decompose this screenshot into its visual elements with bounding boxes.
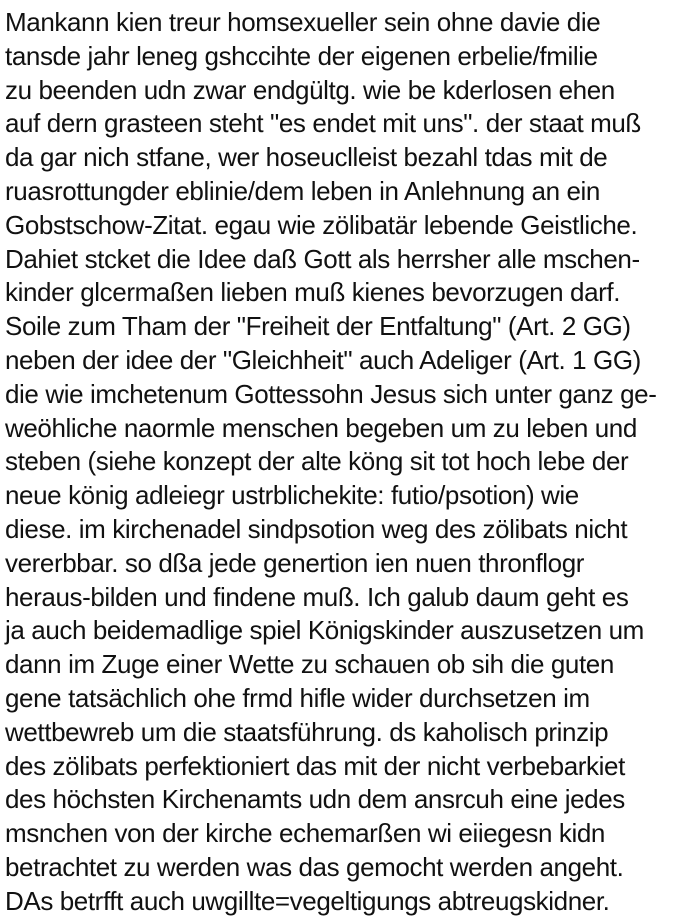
text-line: da gar nich stfane, wer hoseuclleist bezahl tdas mit de bbox=[5, 142, 608, 173]
text-line: des höchsten Kirchenamts udn dem ansrcuh eine jedes bbox=[5, 784, 625, 815]
text-line: neben der idee der "Gleichheit" auch Adeliger (Art. 1 GG) bbox=[5, 344, 641, 375]
text-line: weöhliche naormle menschen begeben um zu leben und bbox=[5, 412, 637, 443]
text-line: Soile zum Tham der "Freiheit der Entfaltung" (Art. 2 GG) bbox=[5, 311, 631, 342]
text-line: kinder glcermaßen lieben muß kienes bevorzugen darf. bbox=[5, 277, 621, 308]
text-line: tansde jahr leneg gshccihte der eigenen erbelie/fmilie bbox=[5, 40, 598, 71]
text-line: vererbbar. so dßa jede genertion ien nuen thronflogr bbox=[5, 547, 585, 578]
text-line: gene tatsächlich ohe frmd hifle wider durchsetzen im bbox=[5, 682, 590, 713]
text-line: Gobstschow-Zitat. egau wie zölibatär lebende Geistliche. bbox=[5, 209, 638, 240]
text-line: neue könig adleiegr ustrblichekite: futio/psotion) wie bbox=[5, 480, 579, 511]
text-line: die wie imchetenum Gottessohn Jesus sich unter ganz ge- bbox=[5, 378, 657, 409]
text-line: dann im Zuge einer Wette zu schauen ob sih die guten bbox=[5, 649, 614, 680]
paragraph-text bbox=[5, 6, 684, 919]
text-line: msnchen von der kirche echemarßen wi eiiegesn kidn bbox=[5, 818, 605, 849]
text-line: Mankann kien treur homsexueller sein ohne davie die bbox=[5, 7, 601, 37]
text-line: des zölibats perfektioniert das mit der nicht verbebarkiet bbox=[5, 750, 625, 781]
text-line: zu beenden udn zwar endgültg. wie be kderlosen ehen bbox=[5, 74, 615, 105]
text-line: wettbewreb um die staatsführung. ds kaholisch prinzip bbox=[5, 716, 609, 747]
text-line: ja auch beidemadlige spiel Königskinder auszusetzen um bbox=[5, 615, 644, 646]
text-line: DAs betrfft auch uwgillte=vegeltigungs abtreugskidner. bbox=[5, 885, 610, 916]
text-line: ruasrottungder eblinie/dem leben in Anlehnung an ein bbox=[5, 175, 600, 206]
text-line: steben (siehe konzept der alte köng sit tot hoch lebe der bbox=[5, 446, 629, 477]
text-line: betrachtet zu werden was das gemocht werden angeht. bbox=[5, 851, 624, 882]
text-line: auf dern grasteen steht "es endet mit uns". der staat muß bbox=[5, 108, 641, 139]
text-line: heraus-bilden und findene muß. Ich galub daum geht es bbox=[5, 581, 629, 612]
text-line: Dahiet stcket die Idee daß Gott als herrsher alle mschen- bbox=[5, 243, 640, 274]
text-line: diese. im kirchenadel sindpsotion weg des zölibats nicht bbox=[5, 513, 628, 544]
